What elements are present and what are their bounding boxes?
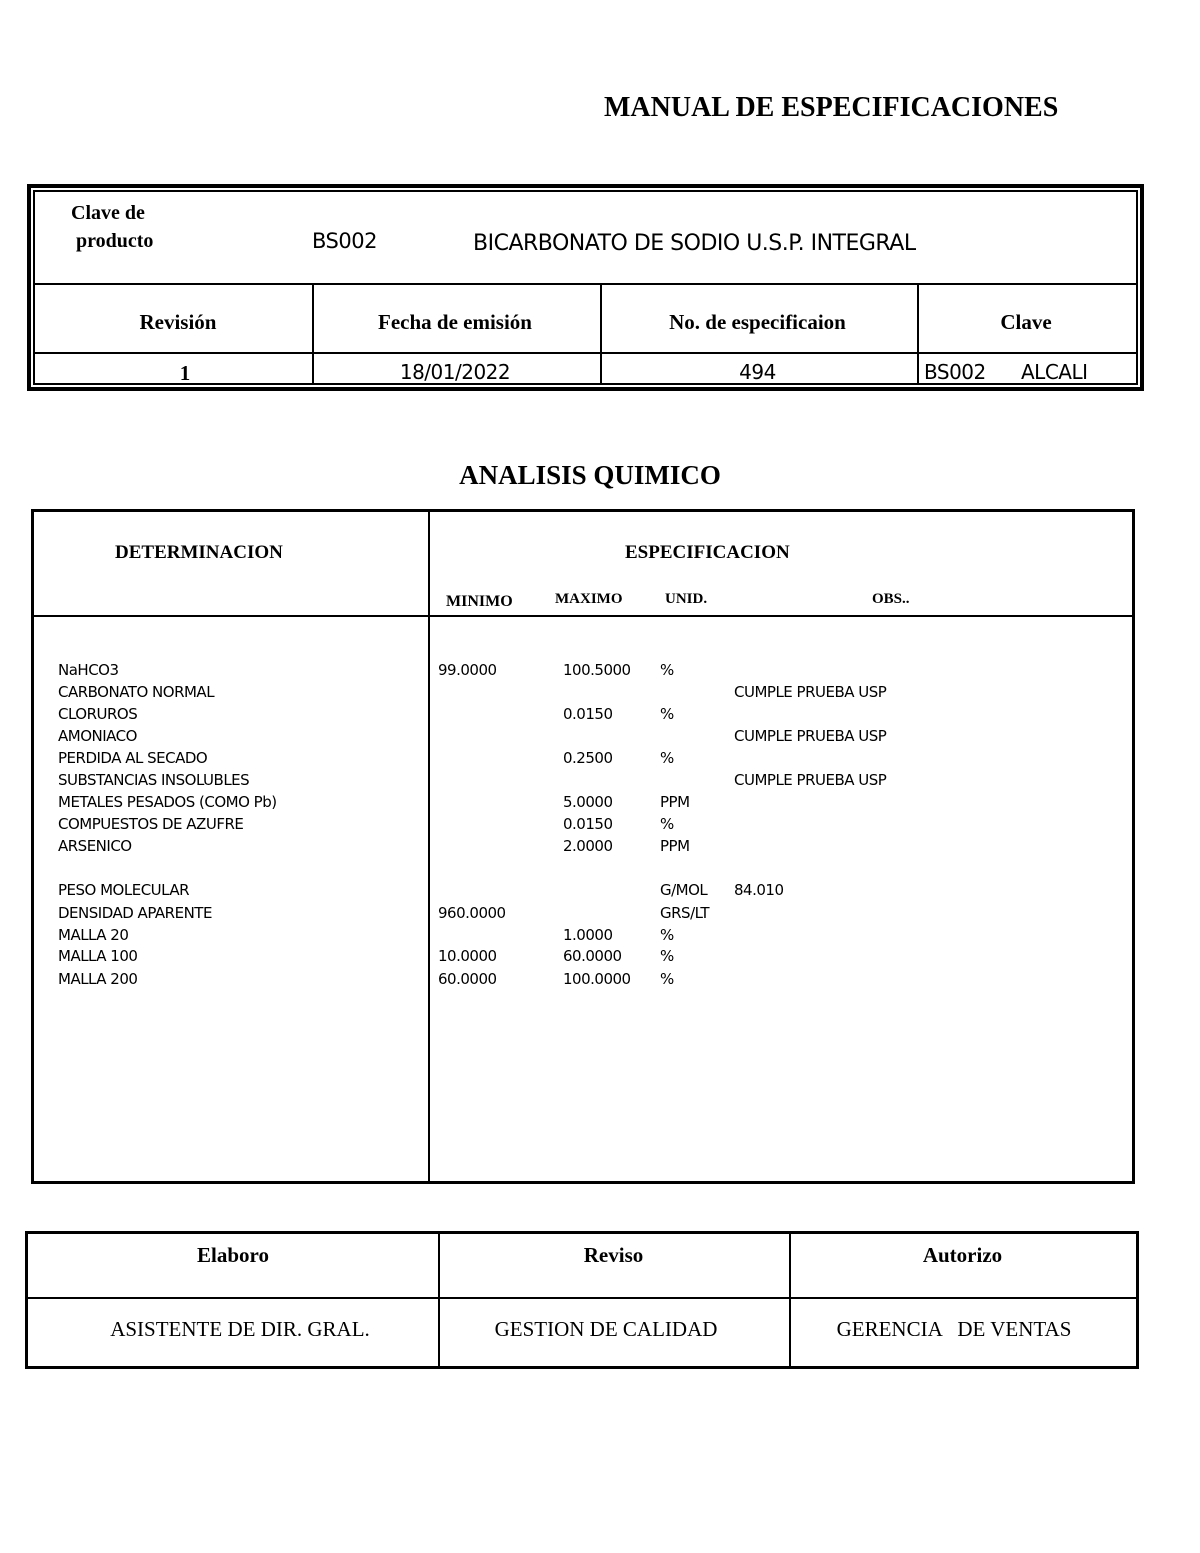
signature-value-elaboro: ASISTENTE DE DIR. GRAL. (110, 1317, 370, 1341)
determination-name: PERDIDA AL SECADO (58, 749, 208, 767)
spec-number-value: 494 (739, 360, 776, 384)
max-value: 5.0000 (563, 793, 613, 811)
min-subheader: MINIMO (446, 593, 513, 610)
max-subheader: MAXIMO (555, 591, 623, 607)
determination-name: MALLA 200 (58, 970, 138, 988)
min-value: 10.0000 (438, 947, 497, 965)
max-value: 0.2500 (563, 749, 613, 767)
clave-type-value: ALCALI (1021, 360, 1088, 384)
obs-value: CUMPLE PRUEBA USP (734, 771, 887, 789)
revision-value: 1 (179, 361, 191, 385)
product-key-label-line1: Clave de (71, 202, 145, 224)
unit-value: PPM (660, 793, 690, 811)
obs-value: 84.010 (734, 881, 784, 899)
column-header-revision: Revisión (139, 310, 217, 334)
column-header-issue-date: Fecha de emisión (378, 310, 532, 334)
product-name: BICARBONATO DE SODIO U.S.P. INTEGRAL (473, 231, 916, 256)
determination-name: COMPUESTOS DE AZUFRE (58, 815, 244, 833)
unit-value: GRS/LT (660, 904, 710, 922)
determination-header: DETERMINACION (115, 542, 283, 563)
max-value: 0.0150 (563, 705, 613, 723)
signature-header-autorizo: Autorizo (922, 1243, 1003, 1267)
max-value: 100.0000 (563, 970, 631, 988)
unit-value: G/MOL (660, 881, 708, 899)
signature-header-reviso: Reviso (583, 1243, 644, 1267)
unit-value: % (660, 749, 674, 767)
unit-value: % (660, 947, 674, 965)
unit-subheader: UNID. (665, 591, 708, 607)
signature-value-reviso: GESTION DE CALIDAD (494, 1317, 718, 1341)
min-value: 960.0000 (438, 904, 506, 922)
determination-name: DENSIDAD APARENTE (58, 904, 212, 922)
obs-value: CUMPLE PRUEBA USP (734, 683, 887, 701)
section-title: ANALISIS QUIMICO (459, 460, 721, 490)
unit-value: % (660, 815, 674, 833)
product-key-label-line2: producto (76, 230, 154, 252)
signature-value-autorizo: GERENCIA DE VENTAS (836, 1317, 1072, 1341)
document-title: MANUAL DE ESPECIFICACIONES (604, 92, 1059, 123)
max-value: 1.0000 (563, 926, 613, 944)
min-value: 99.0000 (438, 661, 497, 679)
determination-name: SUBSTANCIAS INSOLUBLES (58, 771, 250, 789)
unit-value: % (660, 661, 674, 679)
determination-name: ARSENICO (58, 837, 132, 855)
column-header-clave: Clave (1000, 310, 1052, 334)
obs-subheader: OBS.. (872, 591, 910, 607)
signature-header-elaboro: Elaboro (197, 1243, 269, 1267)
clave-code-value: BS002 (924, 360, 986, 384)
unit-value: % (660, 970, 674, 988)
determination-name: MALLA 20 (58, 926, 129, 944)
determination-name: CARBONATO NORMAL (58, 683, 215, 701)
unit-value: % (660, 705, 674, 723)
product-header-inner (33, 190, 1138, 385)
max-value: 2.0000 (563, 837, 613, 855)
max-value: 100.5000 (563, 661, 631, 679)
product-key-value: BS002 (312, 229, 377, 253)
determination-name: NaHCO3 (58, 661, 119, 679)
determination-name: AMONIACO (58, 727, 137, 745)
unit-value: % (660, 926, 674, 944)
obs-value: CUMPLE PRUEBA USP (734, 727, 887, 745)
unit-value: PPM (660, 837, 690, 855)
max-value: 60.0000 (563, 947, 622, 965)
determination-name: PESO MOLECULAR (58, 881, 190, 899)
specification-header: ESPECIFICACION (625, 542, 790, 563)
determination-name: METALES PESADOS (COMO Pb) (58, 793, 277, 811)
min-value: 60.0000 (438, 970, 497, 988)
determination-name: CLORUROS (58, 705, 138, 723)
column-header-spec-number: No. de especificaion (669, 310, 846, 334)
issue-date-value: 18/01/2022 (399, 360, 511, 384)
max-value: 0.0150 (563, 815, 613, 833)
determination-name: MALLA 100 (58, 947, 138, 965)
